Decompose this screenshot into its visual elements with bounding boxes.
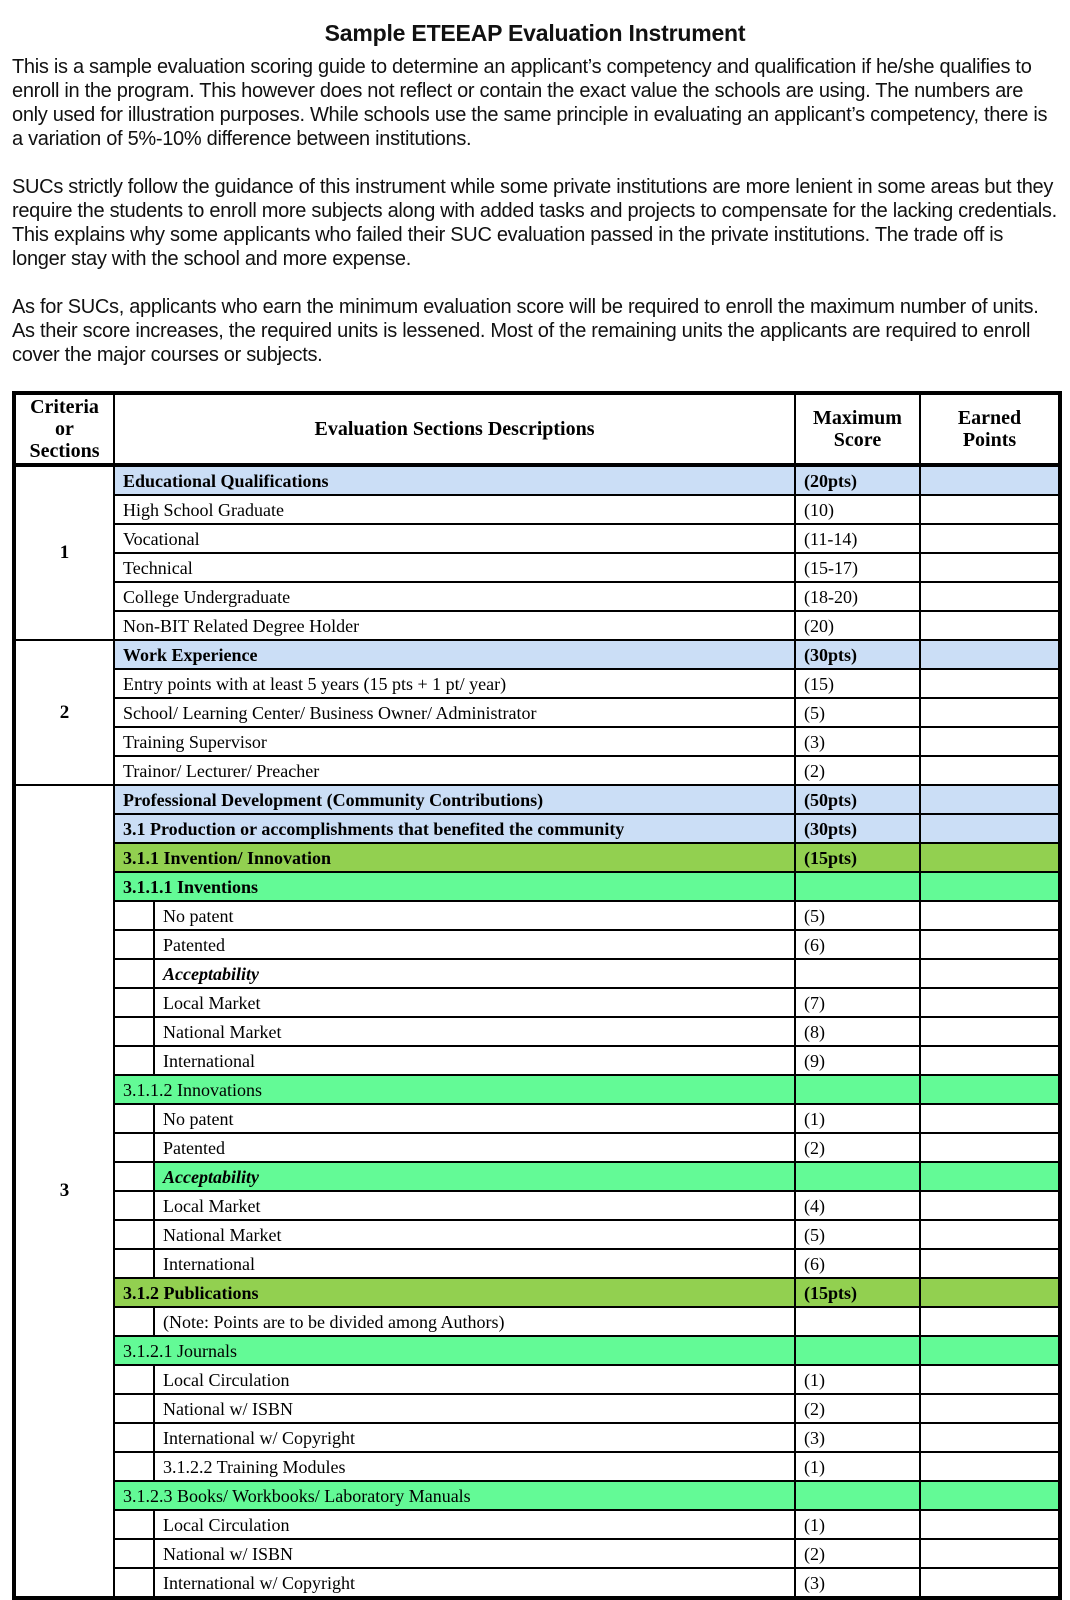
indent-cell [114, 1510, 154, 1539]
earned-points-cell [920, 1075, 1060, 1104]
max-score-cell [795, 1162, 920, 1191]
earned-points-cell [920, 1539, 1060, 1568]
indent-cell [114, 1046, 154, 1075]
earned-points-cell [920, 1046, 1060, 1075]
document-page [12, 0, 1058, 1600]
description-cell: International [154, 1046, 795, 1075]
earned-points-cell [920, 1278, 1060, 1307]
earned-points-cell [920, 901, 1060, 930]
earned-points-cell [920, 1365, 1060, 1394]
indent-cell [114, 988, 154, 1017]
table-row [14, 495, 1060, 524]
table-row [14, 1510, 1060, 1539]
earned-points-cell [920, 727, 1060, 756]
max-score-cell: (8) [795, 1017, 920, 1046]
max-score-cell: (3) [795, 1568, 920, 1598]
earned-points-cell [920, 930, 1060, 959]
indent-cell [114, 1191, 154, 1220]
table-row [14, 988, 1060, 1017]
max-score-cell: (20) [795, 611, 920, 640]
table-row [14, 1365, 1060, 1394]
table-row [14, 698, 1060, 727]
description-cell: Local Circulation [154, 1510, 795, 1539]
description-cell: No patent [154, 901, 795, 930]
table-row [14, 640, 1060, 669]
indent-cell [114, 1133, 154, 1162]
earned-points-cell [920, 872, 1060, 901]
max-score-cell: (15pts) [795, 1278, 920, 1307]
max-score-cell: (3) [795, 727, 920, 756]
page-title: Sample ETEEAP Evaluation Instrument [324, 20, 746, 46]
units-paragraph: As for SUCs, applicants who earn the minimum evaluation score will be required to enroll the maximum number of units. As their score increases, the required units is lessened. Most of the remaining units the applicants are required to enroll cover the major courses or subjects. [12, 296, 1039, 366]
max-score-cell: (1) [795, 1510, 920, 1539]
description-cell: Vocational [114, 524, 795, 553]
description-cell: School/ Learning Center/ Business Owner/ Administrator [114, 698, 795, 727]
earned-points-cell [920, 1568, 1060, 1598]
table-row [14, 1104, 1060, 1133]
earned-points-cell [920, 785, 1060, 814]
earned-points-cell [920, 1104, 1060, 1133]
max-score-cell: (6) [795, 1249, 920, 1278]
description-cell: 3.1.2 Publications [114, 1278, 795, 1307]
max-score-cell: (15) [795, 669, 920, 698]
description-cell: Professional Development (Community Contributions) [114, 785, 795, 814]
criteria-number: 3 [14, 785, 114, 1598]
indent-cell [114, 1249, 154, 1278]
description-cell: International w/ Copyright [154, 1423, 795, 1452]
indent-cell [114, 930, 154, 959]
earned-points-cell [920, 959, 1060, 988]
description-cell: Non-BIT Related Degree Holder [114, 611, 795, 640]
table-row [14, 1249, 1060, 1278]
description-cell: High School Graduate [114, 495, 795, 524]
table-row [14, 814, 1060, 843]
table-row [14, 1481, 1060, 1510]
table-row [14, 843, 1060, 872]
table-row [14, 1017, 1060, 1046]
earned-points-cell [920, 814, 1060, 843]
table-row [14, 1394, 1060, 1423]
description-cell: 3.1.1 Invention/ Innovation [114, 843, 795, 872]
indent-cell [114, 1220, 154, 1249]
table-row [14, 1278, 1060, 1307]
description-cell: Educational Qualifications [114, 465, 795, 495]
max-score-cell: (5) [795, 901, 920, 930]
description-cell: Acceptability [154, 1162, 795, 1191]
description-cell: National w/ ISBN [154, 1539, 795, 1568]
description-cell: No patent [154, 1104, 795, 1133]
table-row [14, 611, 1060, 640]
earned-points-cell [920, 1423, 1060, 1452]
earned-points-cell [920, 465, 1060, 495]
indent-cell [114, 1452, 154, 1481]
max-score-cell: (20pts) [795, 465, 920, 495]
earned-points-cell [920, 1510, 1060, 1539]
table-row [14, 1075, 1060, 1104]
max-score-cell [795, 1075, 920, 1104]
table-row [14, 872, 1060, 901]
indent-cell [114, 959, 154, 988]
sucs-paragraph: SUCs strictly follow the guidance of this instrument while some private institutions are more lenient in some areas but they require the students to enroll more subjects along with added tasks and projects to compensate for the lacking credentials. This explains why some applicants who failed their SUC evaluation passed in the private institutions. The trade off is longer stay with the school and more expense. [12, 176, 1057, 270]
max-score-cell: (18-20) [795, 582, 920, 611]
description-cell: Local Market [154, 1191, 795, 1220]
indent-cell [114, 1307, 154, 1336]
description-cell: Local Market [154, 988, 795, 1017]
description-cell: National w/ ISBN [154, 1394, 795, 1423]
header-earned-points: Earned Points [920, 393, 1060, 465]
earned-points-cell [920, 524, 1060, 553]
intro-paragraph: This is a sample evaluation scoring guide to determine an applicant’s competency and qualification if he/she qualifies to enroll in the program. This however does not reflect or contain the exact value the schools are using. The numbers are only used for illustration purposes. While schools use the same principle in evaluating an applicant’s competency, there is a variation of 5%-10% difference between institutions. [12, 56, 1048, 150]
indent-cell [114, 1539, 154, 1568]
max-score-cell [795, 1336, 920, 1365]
earned-points-cell [920, 756, 1060, 785]
description-cell: International w/ Copyright [154, 1568, 795, 1598]
earned-points-cell [920, 611, 1060, 640]
description-cell: Local Circulation [154, 1365, 795, 1394]
max-score-cell: (10) [795, 495, 920, 524]
table-row [14, 930, 1060, 959]
earned-points-cell [920, 1133, 1060, 1162]
description-cell: Patented [154, 1133, 795, 1162]
table-row [14, 1452, 1060, 1481]
description-cell: Technical [114, 553, 795, 582]
earned-points-cell [920, 640, 1060, 669]
earned-points-cell [920, 698, 1060, 727]
earned-points-cell [920, 669, 1060, 698]
table-header-row [14, 393, 1060, 465]
earned-points-cell [920, 988, 1060, 1017]
max-score-cell: (15-17) [795, 553, 920, 582]
table-row [14, 1046, 1060, 1075]
earned-points-cell [920, 843, 1060, 872]
earned-points-cell [920, 1307, 1060, 1336]
description-cell: 3.1.2.3 Books/ Workbooks/ Laboratory Manuals [114, 1481, 795, 1510]
description-cell: 3.1.2.1 Journals [114, 1336, 795, 1365]
description-cell: 3.1.1.1 Inventions [114, 872, 795, 901]
description-cell: Work Experience [114, 640, 795, 669]
table-row [14, 1191, 1060, 1220]
criteria-number: 2 [14, 640, 114, 785]
max-score-cell: (5) [795, 698, 920, 727]
earned-points-cell [920, 1191, 1060, 1220]
earned-points-cell [920, 1452, 1060, 1481]
indent-cell [114, 1017, 154, 1046]
table-row [14, 465, 1060, 495]
max-score-cell: (2) [795, 1394, 920, 1423]
max-score-cell [795, 872, 920, 901]
table-row [14, 785, 1060, 814]
table-row [14, 524, 1060, 553]
max-score-cell: (3) [795, 1423, 920, 1452]
max-score-cell: (1) [795, 1365, 920, 1394]
max-score-cell: (1) [795, 1452, 920, 1481]
criteria-number: 1 [14, 465, 114, 640]
header-max-score: Maximum Score [795, 393, 920, 465]
indent-cell [114, 1423, 154, 1452]
max-score-cell: (4) [795, 1191, 920, 1220]
indent-cell [114, 1568, 154, 1598]
indent-cell [114, 1162, 154, 1191]
table-row [14, 1220, 1060, 1249]
header-description: Evaluation Sections Descriptions [114, 393, 795, 465]
description-cell: 3.1 Production or accomplishments that benefited the community [114, 814, 795, 843]
max-score-cell: (30pts) [795, 640, 920, 669]
max-score-cell: (2) [795, 756, 920, 785]
description-cell: (Note: Points are to be divided among Authors) [154, 1307, 795, 1336]
table-row [14, 901, 1060, 930]
description-cell: Entry points with at least 5 years (15 pts + 1 pt/ year) [114, 669, 795, 698]
earned-points-cell [920, 1336, 1060, 1365]
earned-points-cell [920, 1220, 1060, 1249]
description-cell: National Market [154, 1017, 795, 1046]
table-row [14, 669, 1060, 698]
max-score-cell: (7) [795, 988, 920, 1017]
max-score-cell [795, 1481, 920, 1510]
description-cell: Training Supervisor [114, 727, 795, 756]
table-row [14, 1568, 1060, 1598]
max-score-cell: (11-14) [795, 524, 920, 553]
earned-points-cell [920, 1249, 1060, 1278]
description-cell: 3.1.2.2 Training Modules [154, 1452, 795, 1481]
max-score-cell: (2) [795, 1539, 920, 1568]
table-row [14, 1133, 1060, 1162]
table-row [14, 1336, 1060, 1365]
max-score-cell [795, 959, 920, 988]
max-score-cell: (1) [795, 1104, 920, 1133]
earned-points-cell [920, 1394, 1060, 1423]
table-row [14, 553, 1060, 582]
description-cell: 3.1.1.2 Innovations [114, 1075, 795, 1104]
earned-points-cell [920, 1162, 1060, 1191]
description-cell: Acceptability [154, 959, 795, 988]
description-cell: College Undergraduate [114, 582, 795, 611]
max-score-cell: (6) [795, 930, 920, 959]
description-cell: Patented [154, 930, 795, 959]
table-row [14, 727, 1060, 756]
indent-cell [114, 1394, 154, 1423]
earned-points-cell [920, 1481, 1060, 1510]
max-score-cell: (30pts) [795, 814, 920, 843]
max-score-cell: (2) [795, 1133, 920, 1162]
indent-cell [114, 1365, 154, 1394]
max-score-cell [795, 1307, 920, 1336]
earned-points-cell [920, 495, 1060, 524]
table-row [14, 1307, 1060, 1336]
header-criteria: Criteria or Sections [14, 393, 114, 465]
max-score-cell: (5) [795, 1220, 920, 1249]
table-row [14, 1423, 1060, 1452]
max-score-cell: (9) [795, 1046, 920, 1075]
earned-points-cell [920, 553, 1060, 582]
max-score-cell: (50pts) [795, 785, 920, 814]
table-row [14, 1162, 1060, 1191]
table-row [14, 1539, 1060, 1568]
earned-points-cell [920, 1017, 1060, 1046]
table-row [14, 959, 1060, 988]
description-cell: National Market [154, 1220, 795, 1249]
indent-cell [114, 901, 154, 930]
earned-points-cell [920, 582, 1060, 611]
indent-cell [114, 1104, 154, 1133]
table-row [14, 756, 1060, 785]
evaluation-table [12, 391, 1062, 1600]
evaluation-table-body [14, 465, 1060, 1598]
description-cell: International [154, 1249, 795, 1278]
max-score-cell: (15pts) [795, 843, 920, 872]
table-row [14, 582, 1060, 611]
description-cell: Trainor/ Lecturer/ Preacher [114, 756, 795, 785]
